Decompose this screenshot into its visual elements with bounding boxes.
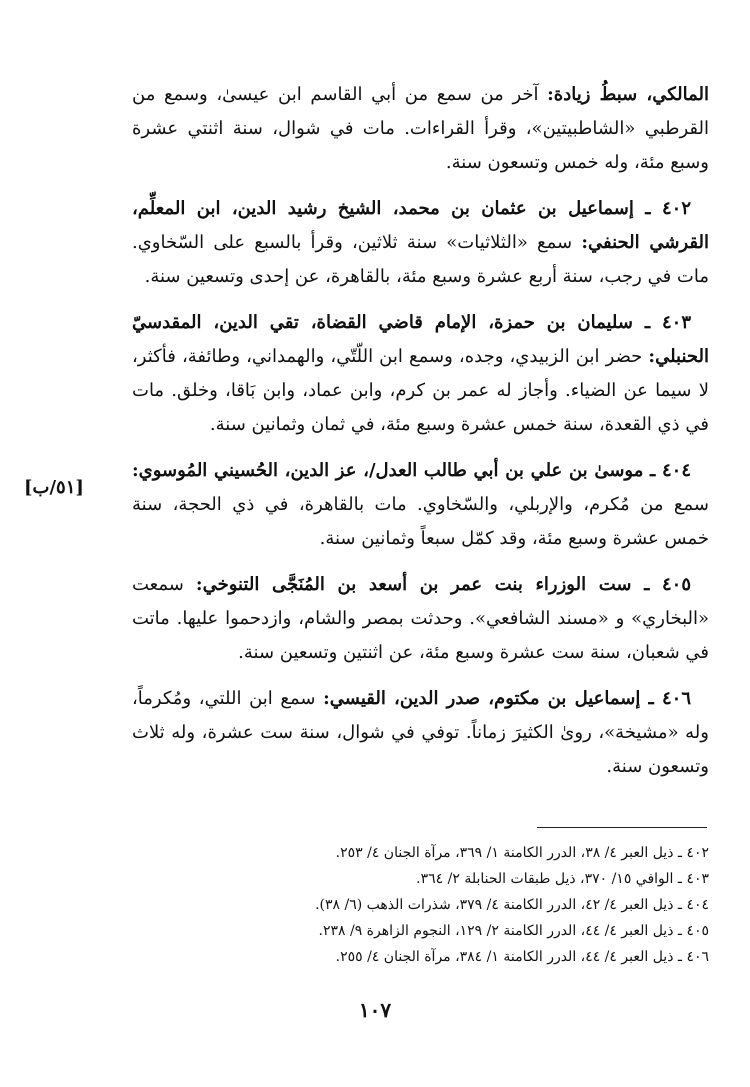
- entry-heading: المالكي، سبطُ زيادة:: [547, 84, 709, 105]
- entry-401: [132, 78, 709, 180]
- entry-405: [132, 568, 709, 670]
- folio-margin-note: [٥١/ب]: [24, 477, 84, 498]
- entry-404: [132, 454, 709, 556]
- entry-heading: ٤٠٢ ـ إسماعيل بن عثمان بن محمد، الشيخ رشيد الدين، ابن المعلِّم، القرشي الحنفي:: [132, 198, 709, 253]
- entry-heading: ٤٠٥ ـ ست الوزراء بنت عمر بن أسعد بن المُنَجَّى التنوخي:: [195, 574, 691, 595]
- entry-403: [132, 306, 709, 442]
- entry-body: سمع ابن اللتي، ومُكرماً، وله «مشيخة»، روىٰ الكثيرَ زماناً. توفي في شوال، سنة ست عشرة، وله ثلاث وتسعون سنة.: [132, 688, 709, 777]
- entry-body: سمع «الثلاثيات» سنة ثلاثين، وقرأ بالسبع على السّخاوي. مات في رجب، سنة أربع عشرة وسبع مئة، بالقاهرة، عن إحدى وتسعين سنة.: [132, 232, 709, 287]
- footnote: ٤٠٢ ـ ذيل العبر ٤/ ٣٨، الدرر الكامنة ١/ ٣٦٩، مرآة الجنان ٤/ ٢٥٣.: [335, 845, 709, 861]
- entry-body: حضر ابن الزبيدي، وجده، وسمع ابن اللّتّي، والهمداني، وطائفة، فأكثر، لا سيما عن الضياء. وأجاز له عمر بن كرم، وابن عماد، وابن بَاقا، وخلق. مات في ذي القعدة، سنة خمس عشرة وسبع مئة، في ثمان وثمانين سنة.: [132, 346, 709, 435]
- entry-body: سمع من مُكرم، والإربلي، والسّخاوي. مات بالقاهرة، في ذي الحجة، سنة خمس عشرة وسبع مئة، وقد كمّل سبعاً وثمانين سنة.: [132, 494, 709, 549]
- entry-406: [132, 682, 709, 784]
- entry-heading: ٤٠٣ ـ سليمان بن حمزة، الإمام قاضي القضاة، تقي الدين، المقدسيّ الحنبلي:: [132, 312, 709, 367]
- entry-402: [132, 192, 709, 294]
- main-text: [132, 78, 709, 796]
- footnote: ٤٠٥ ـ ذيل العبر ٤/ ٤٤، الدرر الكامنة ٢/ ١٢٩، النجوم الزاهرة ٩/ ٢٣٨.: [318, 923, 709, 939]
- entry-heading: ٤٠٤ ـ موسىٰ بن علي بن أبي طالب العدل/، عز الدين، الحُسيني المُوسوي:: [132, 460, 691, 481]
- footnote: ٤٠٤ ـ ذيل العبر ٤/ ٤٢، الدرر الكامنة ٤/ ٣٧٩، شذرات الذهب (٦/ ٣٨).: [315, 897, 709, 913]
- entry-body: آخر من سمع من أبي القاسم ابن عيسىٰ، وسمع من القرطبي «الشاطبيتين»، وقرأ القراءات. مات في شوال، سنة اثنتي عشرة وسبع مئة، وله خمس وتسعون سنة.: [132, 84, 709, 173]
- page-number: ١٠٧: [358, 998, 392, 1022]
- entry-heading: ٤٠٦ ـ إسماعيل بن مكتوم، صدر الدين، القيسي:: [323, 688, 691, 709]
- footnotes: [180, 840, 709, 970]
- footnote: ٤٠٣ ـ الوافي ١٥/ ٣٧٠، ذيل طبقات الحنابلة ٢/ ٣٦٤.: [416, 871, 709, 887]
- footnote: ٤٠٦ ـ ذيل العبر ٤/ ٤٤، الدرر الكامنة ١/ ٣٨٤، مرآة الجنان ٤/ ٢٥٥.: [335, 949, 709, 965]
- entry-body: سمعت «البخاري» و «مسند الشافعي». وحدثت بمصر والشام، وازدحموا عليها. ماتت في شعبان، سنة ست عشرة وسبع مئة، عن اثنتين وتسعين سنة.: [132, 574, 709, 663]
- footnote-divider: [537, 827, 707, 828]
